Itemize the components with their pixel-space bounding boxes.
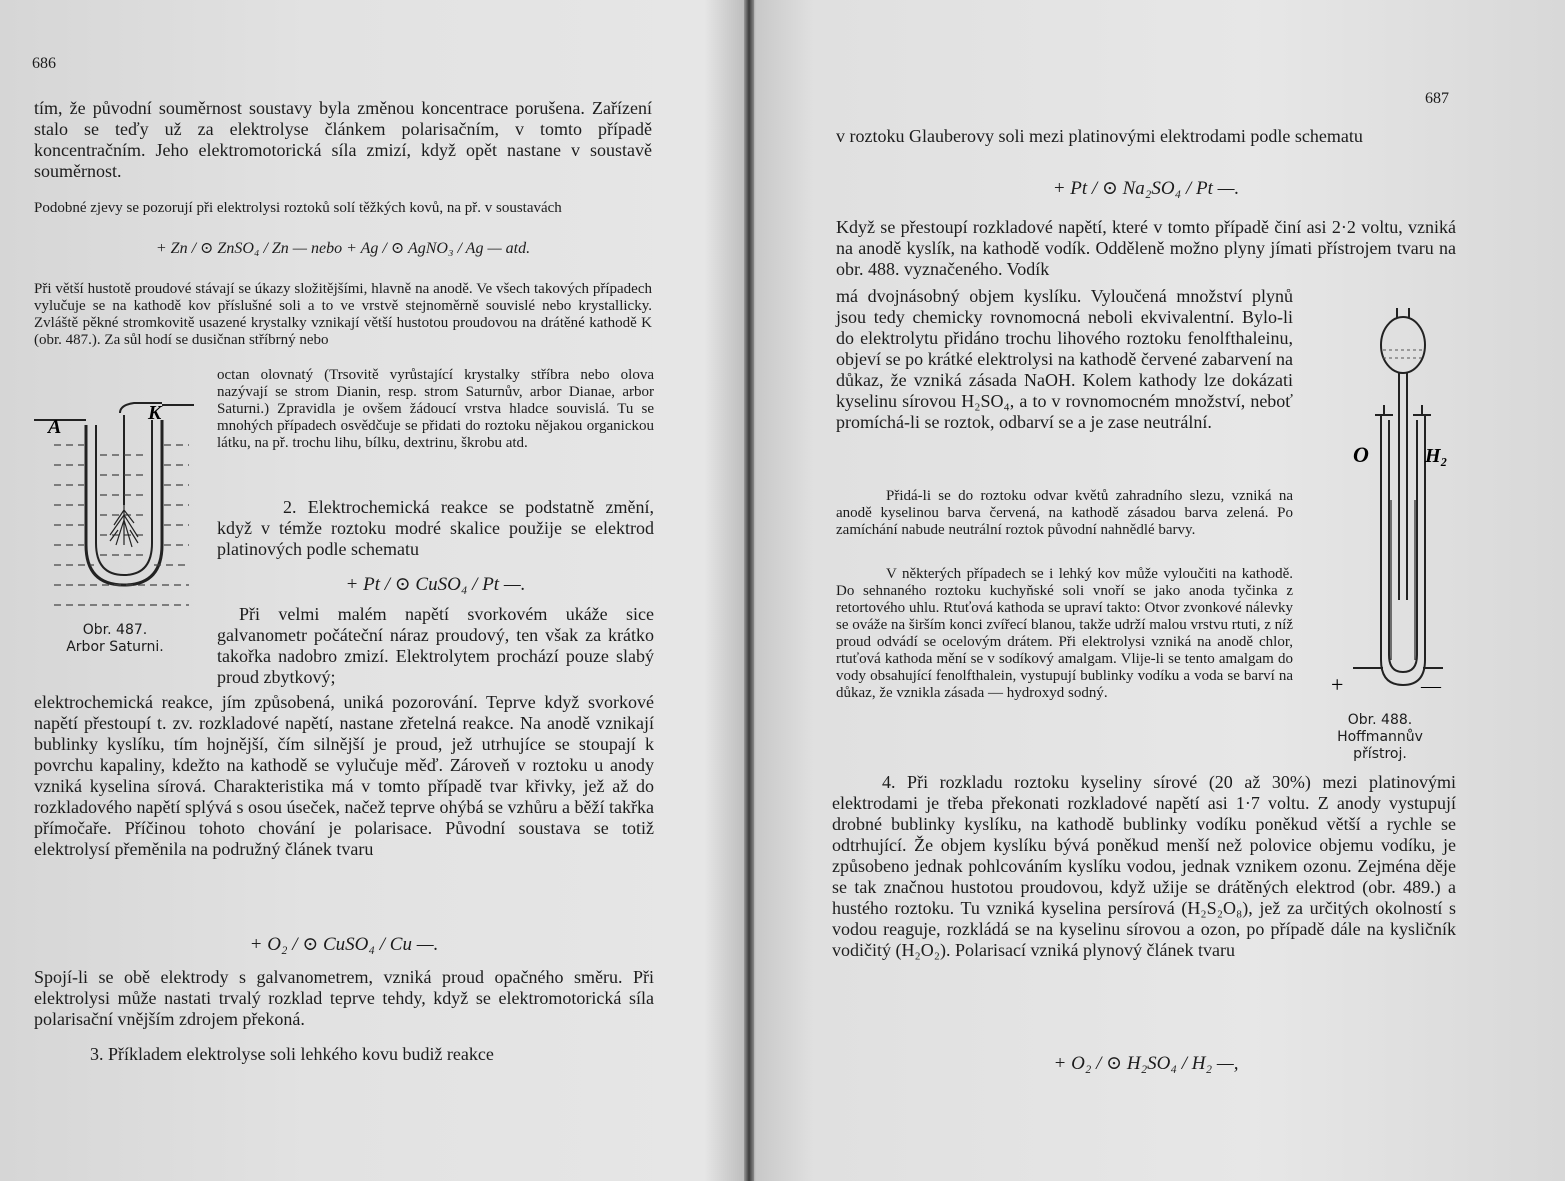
figure-487-caption [50,622,180,656]
left-para-3: Při větší hustotě proudové stávají se úkazy složitějšími, hlavně na anodě. Ve všech takových případech vylučuje se na kathodě kov příslušné soli a to ve vrstvě stejnoměrně souvislé nebo krystallicky. Zvláště pěkné stromkovitě usazené krystalky vznikají větší hustotou proudovou na drátěné kathodě K (obr. 487.). Za sůl hodí se dusičnan stříbrný nebo [34,281,652,348]
left-formula-2: + Pt / ⊙ CuSO₄ / Pt —. [345,574,526,595]
right-para-2: Když se přestoupí rozkladové napětí, které v tomto případě činí asi 2·2 voltu, vzniká na anodě kyslík, na kathodě vodík. Odděleně možno plyny jímati přístrojem tvaru na obr. 488. vyznačeného. Vodík [836,217,1456,279]
figure-488-caption-line-3: přístroj. [1353,746,1407,762]
figure-488-label-h2: H₂ [1425,445,1448,467]
figure-487-caption-line-2: Arbor Saturni. [66,639,164,655]
right-formula-2: + O₂ / ⊙ H₂SO₄ / H₂ —, [1053,1053,1239,1074]
figure-488-hoffmann-apparatus [1325,300,1448,710]
book-gutter [744,0,754,1181]
figure-487-label-k: K [148,402,162,424]
figure-487-caption-line-1: Obr. 487. [82,622,148,638]
right-page [760,0,1565,1181]
right-small-para-2: V některých případech se i lehký kov může vyloučiti na kathodě. Do sehnaného roztoku kuchyňské soli vnoří se jako anoda tyčinka z retortového uhlu. Rtuťová kathoda se upraví takto: Otvor zvonkové nálevky se ováže na širším konci zvířecí blanou, takže udrží malou vrstvu rtuti, z níž proud odvádí se ocelovým drátem. Při elektrolysi vzniká na anodě chlor, rtuťová kathoda mění se v sodíkový amalgam. Vlije-li se tento amalgam do vody obsahující fenolfthalein, vystupují bublinky vodíku a voda se barví na důkaz, že vznikla zásada — hydroxyd sodný. [836,566,1293,701]
left-para-4: 2. Elektrochemická reakce se podstatně změní, když v témže roztoku modré skalice použije se elektrod platinových podle schematu [217,497,654,559]
right-formula-1: + Pt / ⊙ Na₂SO₄ / Pt —. [1052,178,1240,199]
left-page [0,0,740,1181]
figure-488-caption [1320,712,1440,763]
left-para-3-cont: octan olovnatý (Trsovitě vyrůstající krystalky stříbra nebo olova nazývají se strom Dianin, resp. strom Saturnův, arbor Dianae, arbor Saturni.) Zpravidla je ovšem žádoucí vrstva hladce souvislá. Tu se mnohých případech osvědčuje se přidati do roztoku nějakou organickou látku, na př. trochu lihu, bílku, dextrinu, škrobu atd. [217,367,654,451]
left-formula-3: + O₂ / ⊙ CuSO₄ / Cu —. [249,934,439,955]
left-page-number: 686 [32,55,56,72]
right-para-3: 4. Při rozkladu roztoku kyseliny sírové (20 až 30%) mezi platinovými elektrodami je třeba překonati rozkladové napětí asi 1·7 voltu. Z anody vystupují drobné bublinky kyslíku, na kathodě bublinky vodíku poněkud větší a rychle se odtrhující. Že objem kyslíku bývá poněkud menší než polovice objemu vodíku, je způsobeno jednak pohlcováním kyslíku vodou, jednak vznikem ozonu. Zejména děje se tak značnou hustotou proudovou, když užije se drátěných elektrod (obr. 489.) a hustého roztoku. Tu vzniká kyselina persírová (H₂S₂O₈), jež za určitých okolností s vodou reaguje, rozkládá se na kyselinu sírovou a ozon, po případě dále na kysličník vodičitý (H₂O₂). Polarisací vzniká plynový článek tvaru [832,772,1456,960]
right-para-1: v roztoku Glauberovy soli mezi platinovými elektrodami podle schematu [836,126,1363,146]
left-para-1: tím, že původní souměrnost soustavy byla změnou koncentrace porušena. Zařízení stalo se teďy už za elektrolyse článkem polarisačním, v tomto případě koncentračním. Jeho elektromotorická síla zmizí, když opět nastane v soustavě souměrnost. [34,98,652,181]
figure-487-arbor-saturni [34,395,194,620]
left-para-7: Spojí-li se obě elektrody s galvanometrem, vzniká proud opačného směru. Při elektrolysi může nastati trvalý rozklad teprve tehdy, když se elektromotorická síla polarisační vnějším zdrojem překoná. [34,967,654,1029]
figure-488-caption-line-2: Hoffmannův [1337,729,1423,745]
figure-487-label-a: A [48,416,62,438]
left-para-6: elektrochemická reakce, jím způsobená, uniká pozorování. Teprve když svorkové napětí přestoupí t. zv. rozkladové napětí, nastane zřetelná reakce. Na anodě vznikají bublinky kyslíku, tím hojnější, čím silnější je proud, jež utrhujíce se stoupají k povrchu kapaliny, kdežto na kathodě se vylučuje měď. Zároveň v roztoku u anody vzniká kyselina sírová. Charakteristika má v tomto případě tvar křivky, jež až do rozkladového napětí splývá s osou úseček, načež teprve ohýbá se vzhůru a běží takřka přímočaře. Příčinou tohoto chování je polarisace. Původní soustava se totiž elektrolysí přeměnila na podružný článek tvaru [34,692,654,859]
figure-488-label-o: O [1353,442,1369,467]
figure-488-minus: — [1421,675,1441,697]
right-small-para-1: Přidá-li se do roztoku odvar květů zahradního slezu, vzniká na anodě kyselinou barva červená, na kathodě zásadou barva zelená. Po zamíchání nabude neutrální roztok původní nahnědlé barvy. [836,488,1293,538]
figure-488-caption-line-1: Obr. 488. [1347,712,1413,728]
figure-488-plus: + [1331,672,1344,697]
right-para-2-cont: má dvojnásobný objem kyslíku. Vyloučená množství plynů jsou tedy chemicky rovnomocná neboli ekvivalentní. Bylo-li do elektrolytu přidáno trochu lihového roztoku fenolfthaleinu, objeví se po krátké elektrolysi na kathodě červené zabarvení na důkaz, že vzniká zásada NaOH. Kolem kathody lze dokázati kyselinu sírovou H₂SO₄, a to v rovnomocném množství, neboť promíchá-li se roztok, odbarví se a je zase neutrální. [836,286,1293,432]
left-para-5: Při velmi malém napětí svorkovém ukáže sice galvanometr počáteční náraz proudový, ten však za krátko takořka nadobro zmizí. Elektrolytem prochází pouze slabý proud zbytkový; [217,604,654,687]
left-para-8: 3. Příkladem elektrolyse soli lehkého kovu budiž reakce [90,1044,494,1064]
left-para-2: Podobné zjevy se pozorují při elektrolysi roztoků solí těžkých kovů, na př. v soustavách [34,200,562,216]
left-formula-1: + Zn / ⊙ ZnSO₄ / Zn — nebo + Ag / ⊙ AgNO₃ / Ag — atd. [155,240,531,257]
right-page-number: 687 [1425,90,1449,107]
